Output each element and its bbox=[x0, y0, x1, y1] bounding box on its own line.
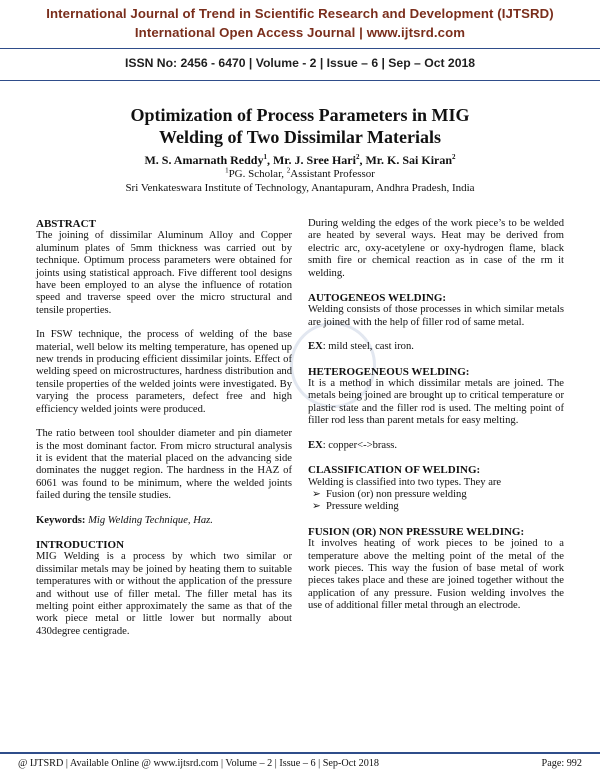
abstract-heading: ABSTRACT bbox=[36, 218, 96, 230]
keywords bbox=[36, 515, 292, 527]
autogeneous-paragraph: Welding consists of those processes in which similar metals are joined with the help of filler rod of same metal. bbox=[308, 304, 564, 328]
example-2 bbox=[308, 440, 564, 452]
author-1: M. S. Amarnath Reddy bbox=[144, 153, 264, 167]
role-2-sup: 2 bbox=[286, 166, 291, 175]
author-list: M. S. Amarnath Reddy$^1$, Mr. J. Sree Hari$^2$, Mr. K. Sai Kiran$^2$ bbox=[144, 153, 456, 167]
abstract-paragraph-1: The joining of dissimilar Aluminum Alloy and Copper aluminum plates of 5mm thickness was carried out by technique. Optimum process parameters were obtained for joints using statistical approach. Five different tool designs have been employed to an alyse the influence of rotation speed and traverse speed over the micro structural and tensile properties. bbox=[36, 230, 292, 316]
heterogeneous-paragraph: It is a method in which dissimilar metals are joined. The metals being joined are brought up to critical temperature or plastic state and the filler rod is used. The melting point of filler rod less than parent metals for easy melting. bbox=[308, 378, 564, 427]
author-roles bbox=[0, 168, 600, 180]
example-1-label: EX bbox=[308, 341, 323, 353]
issn-line: ISSN No: 2456 - 6470 | Volume - 2 | Issue – 6 | Sep – Oct 2018 bbox=[124, 56, 476, 70]
banner-rule-bottom bbox=[0, 80, 600, 81]
paper-title-line-1: Optimization of Process Parameters in MIG bbox=[130, 105, 470, 125]
author-3: Mr. K. Sai Kiran bbox=[365, 153, 453, 167]
example-1-text: : mild steel, cast iron. bbox=[322, 341, 414, 353]
introduction-paragraph: MIG Welding is a process by which two similar or dissimilar metals may be joined by heating them to suitable temperatures with or without the application of the pressure and without use of filler metal. The filler metal has its melting point either approximately the same as that of the work piece metal or little lower but normally about 430degree centigrade. bbox=[36, 551, 292, 637]
fusion-paragraph: It involves heating of work pieces to be joined to a temperature above the melting point of the metal of the work pieces. This way the fusion of base metal of work pieces takes place and these are joined together without the application of any pressure. Fusion welding involves the use of additional filler metal through an electrode. bbox=[308, 538, 564, 612]
page-number: Page: 992 bbox=[541, 758, 582, 769]
example-2-text: : copper<->brass. bbox=[322, 439, 398, 451]
left-column bbox=[36, 218, 292, 650]
heterogeneous-heading: HETEROGENEOUS WELDING: bbox=[308, 365, 470, 378]
journal-title: International Journal of Trend in Scientific Research and Development (IJTSRD) bbox=[46, 6, 554, 21]
journal-subtitle: International Open Access Journal | www.ijtsrd.com bbox=[134, 25, 466, 40]
author-1-sup: 1 bbox=[263, 153, 267, 161]
list-item-text: Fusion (or) non pressure welding bbox=[326, 488, 467, 500]
classification-list bbox=[308, 489, 564, 514]
fusion-heading: FUSION (OR) NON PRESSURE WELDING: bbox=[308, 525, 525, 538]
list-item-text: Pressure welding bbox=[326, 501, 399, 513]
abstract-paragraph-2: In FSW technique, the process of welding of the base material, well below its melting temperature, has opened up new trends in producing efficient dissimilar joints. Effect of welding speed on microstructures, hardness distribution and tensile properties of the welded joints were investigated. By varying the process parameters, defect free and high efficiency welded joints were produced. bbox=[36, 329, 292, 415]
role-1: PG. Scholar, bbox=[228, 168, 287, 180]
classification-heading: CLASSIFICATION OF WELDING: bbox=[308, 464, 481, 477]
author-2: Mr. J. Sree Hari bbox=[272, 153, 356, 167]
role-1-sup: 1 bbox=[225, 166, 229, 175]
paper-title-line-2: Welding of Two Dissimilar Materials bbox=[159, 127, 441, 147]
keywords-text: Mig Welding Technique, Haz. bbox=[85, 514, 213, 526]
footer-citation: @ IJTSRD | Available Online @ www.ijtsrd.com | Volume – 2 | Issue – 6 | Sep-Oct 2018 bbox=[18, 758, 380, 769]
banner-rule-top bbox=[0, 48, 600, 49]
author-3-sup: 2 bbox=[452, 153, 456, 161]
right-column bbox=[308, 218, 564, 625]
arrow-bullet-icon: ➢ bbox=[312, 501, 321, 513]
role-2: Assistant Professor bbox=[290, 168, 375, 180]
page-footer bbox=[0, 752, 600, 776]
example-1 bbox=[308, 341, 564, 353]
abstract-paragraph-3: The ratio between tool shoulder diameter and pin diameter is the most dominant factor. From micro structural analysis it is evident that the material placed on the advancing side dominates the nugget region. The hardness in the HAZ of 6061 was found to be minimum, where the welded joints failed during the tensile studies. bbox=[36, 428, 292, 502]
author-2-sup: 2 bbox=[355, 153, 360, 161]
journal-banner bbox=[0, 0, 600, 82]
welding-edges-paragraph: During welding the edges of the work piece’s to be welded are heated by several ways. Heat may be derived from electric arc, oxy-acetylene or oxy-hydrogen flame, black smith fire or chemical reaction as in case of the rm it welding. bbox=[308, 218, 564, 279]
list-item bbox=[312, 501, 564, 513]
list-item bbox=[312, 489, 564, 501]
autogeneous-heading: AUTOGENEOS WELDING: bbox=[308, 292, 447, 305]
example-2-label: EX bbox=[308, 439, 323, 451]
paper-title bbox=[0, 104, 600, 148]
keywords-label: Keywords: bbox=[36, 514, 86, 526]
introduction-heading: INTRODUCTION bbox=[36, 538, 125, 551]
footer-rule bbox=[0, 752, 600, 754]
classification-paragraph: Welding is classified into two types. They are bbox=[308, 476, 502, 488]
institution: Sri Venkateswara Institute of Technology, Anantapuram, Andhra Pradesh, India bbox=[125, 182, 475, 194]
arrow-bullet-icon: ➢ bbox=[312, 488, 321, 500]
